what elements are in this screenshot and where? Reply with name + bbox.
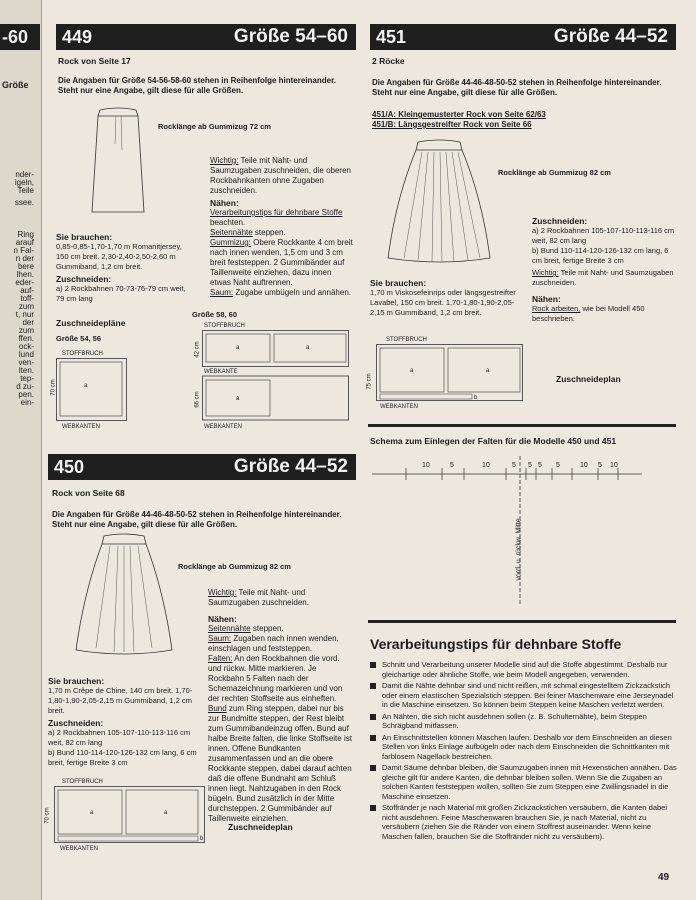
adjacent-text-fragment: n Fal- (13, 246, 34, 255)
model-451-size: Größe 44–52 (553, 26, 668, 47)
adjacent-text-fragment: ein- (20, 398, 34, 407)
model-449-plans-heading: Zuschneidepläne (56, 318, 126, 328)
model-451-title: 2 Röcke (372, 56, 405, 66)
pleat-measure-label: 5 (528, 462, 532, 469)
skirt-450-sketch (74, 532, 174, 660)
adjacent-text-fragment: auf- (20, 286, 34, 295)
model-451-sew-heading: Nähen: (532, 294, 561, 304)
plan1-selvage-label: WEBKANTEN (62, 424, 101, 430)
page-number: 49 (658, 872, 670, 883)
adjacent-text-fragment: toff- (20, 294, 34, 303)
model-449-number: 449 (62, 27, 93, 47)
adjacent-text-fragment: tep- (20, 374, 34, 383)
tip-item: An Einschnittstellen können Maschen laufen. Deshalb vor dem Einschneiden an diesen Stellen von links Einlage aufbügeln oder nach dem Einschneiden die Schnittkanten mit farblosem Nagellack bestreichen. (370, 733, 678, 762)
model-450-sew-heading: Nähen: (208, 614, 237, 624)
model-450-sew-text: Seitennähte steppen. Saum: Zugaben nach innen wenden, einschlagen und feststeppen. Falten: An den Rockbahnen die vord. und rückw. Mitte markieren. Je Rockbahn 5 Falten nach der Schemazeichnung markieren und von der rechten Stoffseite aus einheften. Bund zum Ring steppen, dabei nur bis zur Bundmitte steppen, der Rest bleibt zum Gummibandeinzug offen. Bund auf halbe Breite falten, die linke Stoffseite ist innen. Offene Bundkanten zusammenfassen und an die obere Rockkante steppen, dabei darauf achten daß die offene Bundnaht am Schluß innen liegt. Nahtzugaben in den Rock bügeln. Bund zusätzlich in der Mitte durchsteppen. 2 Gummibänder auf Taillenweite einziehen. (208, 624, 352, 823)
model-449-note: Wichtig: Teile mit Naht- und Saumzugaben zuschneiden, die oberen Rockbahnkanten ohne Zugaben zuschneiden. (210, 156, 351, 195)
model-449-header (56, 24, 356, 50)
model-450-cut-text: a) 2 Rockbahnen 105-107-110-113-116 cm weit, 82 cm lang b) Bund 110-114-120-126-132 cm lang, 6 cm breit, fertige Breite 3 cm (48, 728, 197, 767)
tip-item: An Nähten, die sich nicht ausdehnen sollen (z. B. Schulternähte), beim Steppen Schrägband mitfassen. (370, 712, 678, 731)
adjacent-text-fragment: der (22, 318, 34, 327)
plan450-piece-a2: a (164, 810, 168, 816)
model-450-header (48, 454, 356, 480)
adjacent-text-fragment: t, nur (15, 310, 34, 319)
model-451-sew-text: Rock arbeiten, wie bei Modell 450 beschrieben. (532, 304, 645, 323)
adjacent-text-fragment: pen. (18, 390, 34, 399)
adjacent-text-fragment: eder- (15, 278, 34, 287)
model-450-need-text: 1,70 m Crêpe de Chine, 140 cm breit. 1,70-1,80-1,90-2,05-2,15 m Gummiband, 1,2 cm breit. (48, 686, 193, 715)
adjacent-text-fragment: lten. (18, 366, 34, 375)
model-449-plan2-label: Größe 58, 60 (192, 310, 238, 319)
adjacent-text-fragment: bere (17, 262, 34, 271)
adjacent-text-fragment: zum (18, 302, 34, 311)
plan1-fold-label: STOFFBRUCH (62, 351, 103, 357)
plan450-layout (54, 786, 206, 848)
adjacent-text-fragment: lund (18, 350, 34, 359)
model-449-length: Rocklänge ab Gummizug 72 cm (158, 122, 271, 131)
plan451-fold-label: STOFFBRUCH (386, 337, 427, 343)
plan1-dim: 70 cm (50, 379, 57, 396)
adjacent-text-fragment: arauf (15, 238, 34, 247)
plan2-fold-label: STOFFBRUCH (204, 323, 245, 329)
plan451-piece-b: b (474, 395, 478, 401)
plan1-piece-a: a (84, 383, 88, 389)
model-451-need-heading: Sie brauchen: (370, 278, 427, 288)
plan2-dim66: 66 cm (194, 391, 201, 408)
plan2-selvage1-label: WEBKANTE (204, 369, 238, 375)
adjacent-size-word: Größe (2, 80, 29, 90)
adjacent-text-fragment: ven- (18, 358, 34, 367)
adjacent-text-fragment: n der (15, 254, 34, 263)
adjacent-text-fragment: nder- (15, 170, 34, 179)
plan451-piece-a1: a (410, 368, 414, 374)
skirt-449-sketch (88, 104, 148, 216)
model-451-note: Wichtig: Teile mit Naht- und Saumzugaben zuschneiden. (532, 268, 674, 287)
adjacent-text-fragment: ffen. (18, 334, 34, 343)
model-451-header (370, 24, 676, 50)
plan451-heading: Zuschneideplan (556, 374, 621, 384)
model-450-number: 450 (54, 457, 85, 477)
pleat-measure-label: 10 (482, 462, 490, 469)
model-450-title: Rock von Seite 68 (52, 488, 125, 498)
plan2-layout (202, 330, 350, 422)
model-450-intro: Die Angaben für Größe 44-46-48-50-52 stehen in Reihenfolge hintereinander. Steht nur eine Angabe, gilt diese für alle Größen. (52, 510, 342, 529)
model-449-plan1-label: Größe 54, 56 (56, 334, 102, 343)
plan2-piece-a2: a (306, 345, 310, 351)
pleat-scheme-axis-label: vord. u. rückw. Mitte (515, 518, 523, 581)
model-451-length: Rocklänge ab Gummizug 82 cm (498, 168, 611, 177)
plan450-selvage-label: WEBKANTEN (60, 846, 99, 852)
plan451-layout (376, 344, 524, 406)
plan450-heading: Zuschneideplan (228, 822, 293, 832)
model-449-intro: Die Angaben für Größe 54-56-58-60 stehen in Reihenfolge hintereinander. Steht nur eine Angabe, gilt diese für alle Größen. (58, 76, 336, 95)
pleat-measure-label: 5 (450, 462, 454, 469)
model-449-cut-heading: Zuschneiden: (56, 274, 112, 284)
adjacent-text-fragment: lhen. (16, 270, 34, 279)
model-451-variant-b: 451/B: Längsgestreifter Rock von Seite 66 (372, 120, 532, 129)
model-450-need-heading: Sie brauchen: (48, 676, 105, 686)
adjacent-text-fragment: zum (18, 326, 34, 335)
model-449-need-heading: Sie brauchen: (56, 232, 113, 242)
plan450-piece-a1: a (90, 810, 94, 816)
pleat-measure-label: 10 (580, 462, 588, 469)
model-450-length: Rocklänge ab Gummizug 82 cm (178, 562, 291, 571)
adjacent-text-fragment: ock- (18, 342, 34, 351)
adjacent-text-fragment: ssee. (14, 198, 34, 207)
pleat-measure-label: 5 (598, 462, 602, 469)
model-451-intro: Die Angaben für Größe 44-46-48-50-52 stehen in Reihenfolge hintereinander. Steht nur eine Angabe, gilt diese für alle Größen. (372, 78, 662, 97)
divider-rule (368, 424, 676, 427)
model-451-cut-text: a) 2 Rockbahnen 105-107-110-113-116 cm weit, 82 cm lang b) Bund 110-114-120-126-132 cm lang, 6 cm breit, fertige Breite 3 cm (532, 226, 675, 265)
pleat-measure-label: 5 (538, 462, 542, 469)
model-449-sew-text: Verarbeitungstips für dehnbare Stoffe beachten. Seitennähte steppen. Gummizug: Obere Rockkante 4 cm breit nach innen wenden, 1,5 cm und 3 cm breit feststeppen. 2 Gummibänder auf Taillenweite einziehen, dazu innen etwas Naht auftrennen. Saum: Zugabe umbügeln und annähen. (210, 208, 353, 297)
model-449-need-text: 0,85-0,85-1,70-1,70 m Romanitjersey, 150 cm breit. 2,30-2,40-2,50-2,60 m Gummiband, 1,2 cm breit. (56, 242, 182, 271)
model-449-cut-text: a) 2 Rockbahnen 70-73-76-79 cm weit, 79 cm lang (56, 284, 186, 303)
plan451-selvage-label: WEBKANTEN (380, 404, 419, 410)
model-451-number: 451 (376, 27, 407, 47)
model-450-note: Wichtig: Teile mit Naht- und Saumzugaben zuschneiden. (208, 588, 309, 607)
model-451-need-text: 1,70 m Viskosefeinrips oder längsgestreifter Lavabel, 150 cm breit. 1,70-1,80-1,90-2,05-2,15 m Gummiband, 1,2 cm breit. (370, 288, 516, 317)
model-449-sew-heading: Nähen: (210, 198, 239, 208)
plan451-piece-a2: a (486, 368, 490, 374)
plan451-dim: 75 cm (366, 373, 373, 390)
skirt-451-sketch (384, 138, 494, 266)
model-451-cut-heading: Zuschneiden: (532, 216, 588, 226)
plan450-dim: 70 cm (44, 807, 51, 824)
tip-item: Stoffränder je nach Material mit großen Zickzackstichen versäubern, die Kanten dabei nicht ausdehnen. Feine Maschenwaren brauchen Sie, je nach Material, nicht zu versäubern (ziehen Sie die Ränder von einem Stoffrest auseinander. Wenn keine Maschen fallen, brauchen Sie die Stoffränder nicht zu versäubern). (370, 803, 678, 841)
tip-item: Schnitt und Verarbeitung unserer Modelle sind auf die Stoffe abgestimmt. Deshalb nur gleichartige oder ähnliche Stoffe, wie beim Modell angegeben, verwenden. (370, 660, 678, 679)
pleat-measure-label: 10 (610, 462, 618, 469)
model-450-size: Größe 44–52 (233, 456, 348, 477)
plan2-piece-a1: a (236, 345, 240, 351)
adjacent-model-number: -60 (0, 24, 40, 50)
model-451-variant-a: 451/A: Kleingemusterter Rock von Seite 62/63 (372, 110, 546, 119)
tip-item: Damit Säume dehnbar bleiben, die Saumzugaben innen mit Hexenstichen annähen. Das gleiche gilt für andere Kanten, die dehnbar bleiben sollen. Wenn Sie die Zugaben an solchen Kanten feststeppen wollen, sollten Sie zum Steppen eine Zwillingsnadel in die Maschine einsetzen. (370, 763, 678, 801)
plan450-fold-label: STOFFBRUCH (62, 779, 103, 785)
plan2-dim42: 42 cm (194, 341, 201, 358)
adjacent-text-fragment: Ring (17, 230, 34, 239)
tips-divider (368, 620, 676, 623)
plan2-piece-a3: a (236, 396, 240, 402)
tip-item: Damit die Nähte dehnbar sind und nicht reißen, mit schmal eingestelltem Zickzackstich oder einem elastischen Spezialstich steppen. Bei feiner Maschenware eine Jerseynadel in die Maschine einsetzen. So können beim Steppen keine Maschen verletzt werden. (370, 681, 678, 710)
tips-list (370, 660, 678, 843)
adjacent-text-fragment: igeln, (14, 178, 34, 187)
model-449-title: Rock von Seite 17 (58, 56, 131, 66)
tips-title: Verarbeitungstips für dehnbare Stoffe (370, 636, 622, 652)
pleat-scheme-title: Schema zum Einlegen der Falten für die Modelle 450 und 451 (370, 436, 617, 446)
plan1-layout (56, 358, 128, 426)
model-449-size: Größe 54–60 (233, 26, 348, 47)
model-450-cut-heading: Zuschneiden: (48, 718, 104, 728)
pleat-measure-label: 5 (556, 462, 560, 469)
pleat-measure-label: 10 (422, 462, 430, 469)
plan2-selvage-label: WEBKANTEN (204, 424, 243, 430)
pleat-measure-label: 5 (512, 462, 516, 469)
adjacent-text-fragment: Teile (17, 186, 34, 195)
plan450-piece-b: b (200, 836, 204, 842)
adjacent-page-strip (0, 0, 42, 900)
adjacent-text-fragment: d zu- (16, 382, 34, 391)
